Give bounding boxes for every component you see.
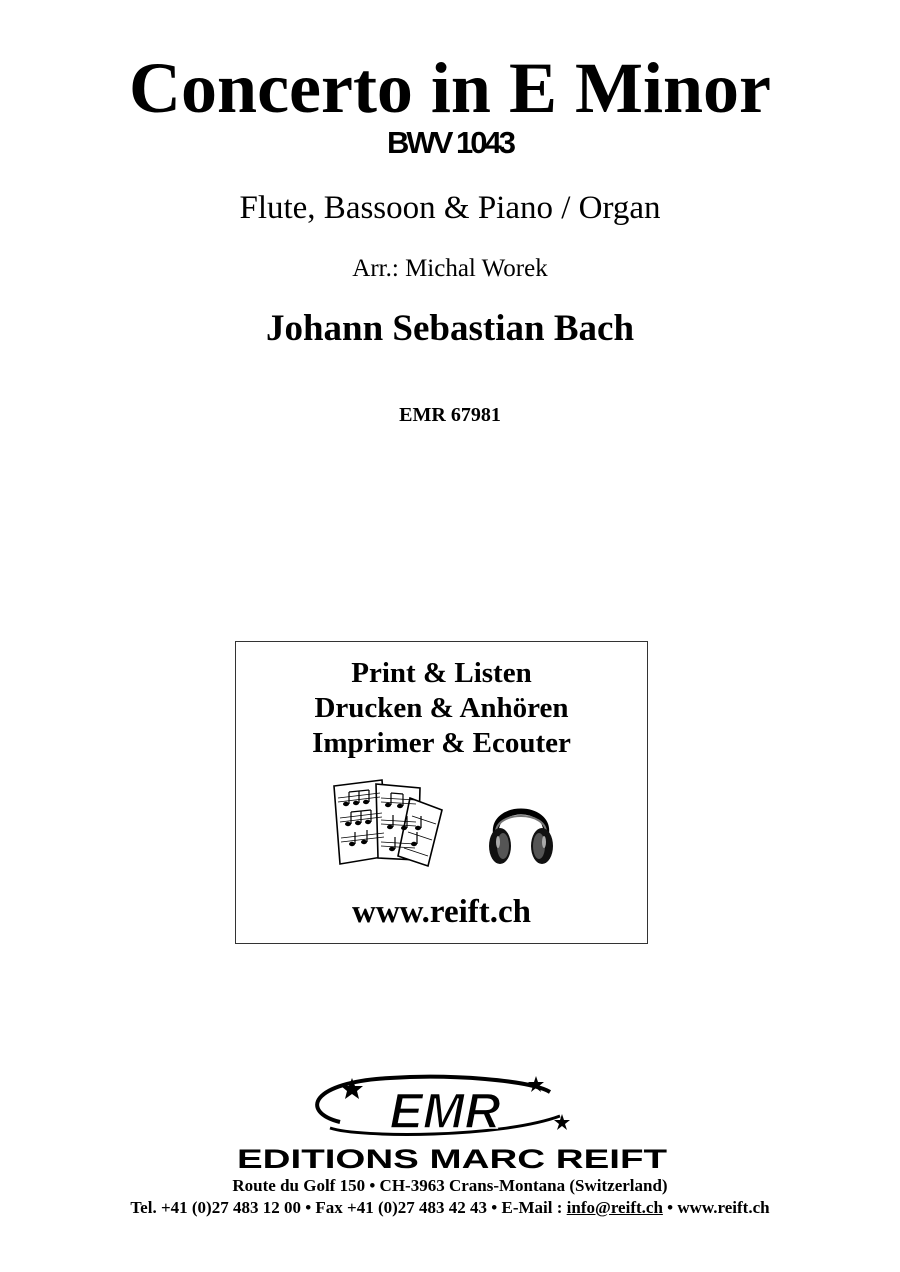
publisher-address: Route du Golf 150 • CH-3963 Crans-Montana (Switzerland)	[232, 1176, 668, 1195]
publisher-name: EDITIONS MARC REIFT	[237, 1144, 668, 1173]
contact-website[interactable]: • www.reift.ch	[662, 1198, 770, 1217]
publisher-contact	[0, 1197, 900, 1219]
headphones-icon	[486, 790, 556, 868]
edition-number: EMR 67981	[399, 404, 501, 426]
promo-website-link[interactable]: www.reift.ch	[351, 894, 532, 930]
contact-email-link[interactable]: info@reift.ch	[566, 1198, 663, 1217]
sheet-music-icon	[326, 776, 454, 868]
composer: Johann Sebastian Bach	[265, 308, 635, 349]
page-title: Concerto in E Minor	[129, 48, 771, 128]
print-listen-box	[235, 641, 648, 944]
promo-line-english: Print & Listen	[351, 657, 532, 689]
instrumentation: Flute, Bassoon & Piano / Organ	[239, 190, 661, 226]
catalog-number: BWV 1043	[387, 125, 513, 160]
emr-logo-text: EMR	[389, 1083, 501, 1139]
emr-logo	[300, 1072, 580, 1142]
promo-line-german: Drucken & Anhören	[314, 692, 569, 724]
contact-tel-fax: Tel. +41 (0)27 483 12 00 • Fax +41 (0)27 483 42 43 • E-Mail :	[130, 1198, 567, 1217]
promo-line-french: Imprimer & Ecouter	[312, 727, 571, 759]
arranger: Arr.: Michal Worek	[352, 255, 548, 282]
publisher-name-logo	[236, 1143, 668, 1173]
